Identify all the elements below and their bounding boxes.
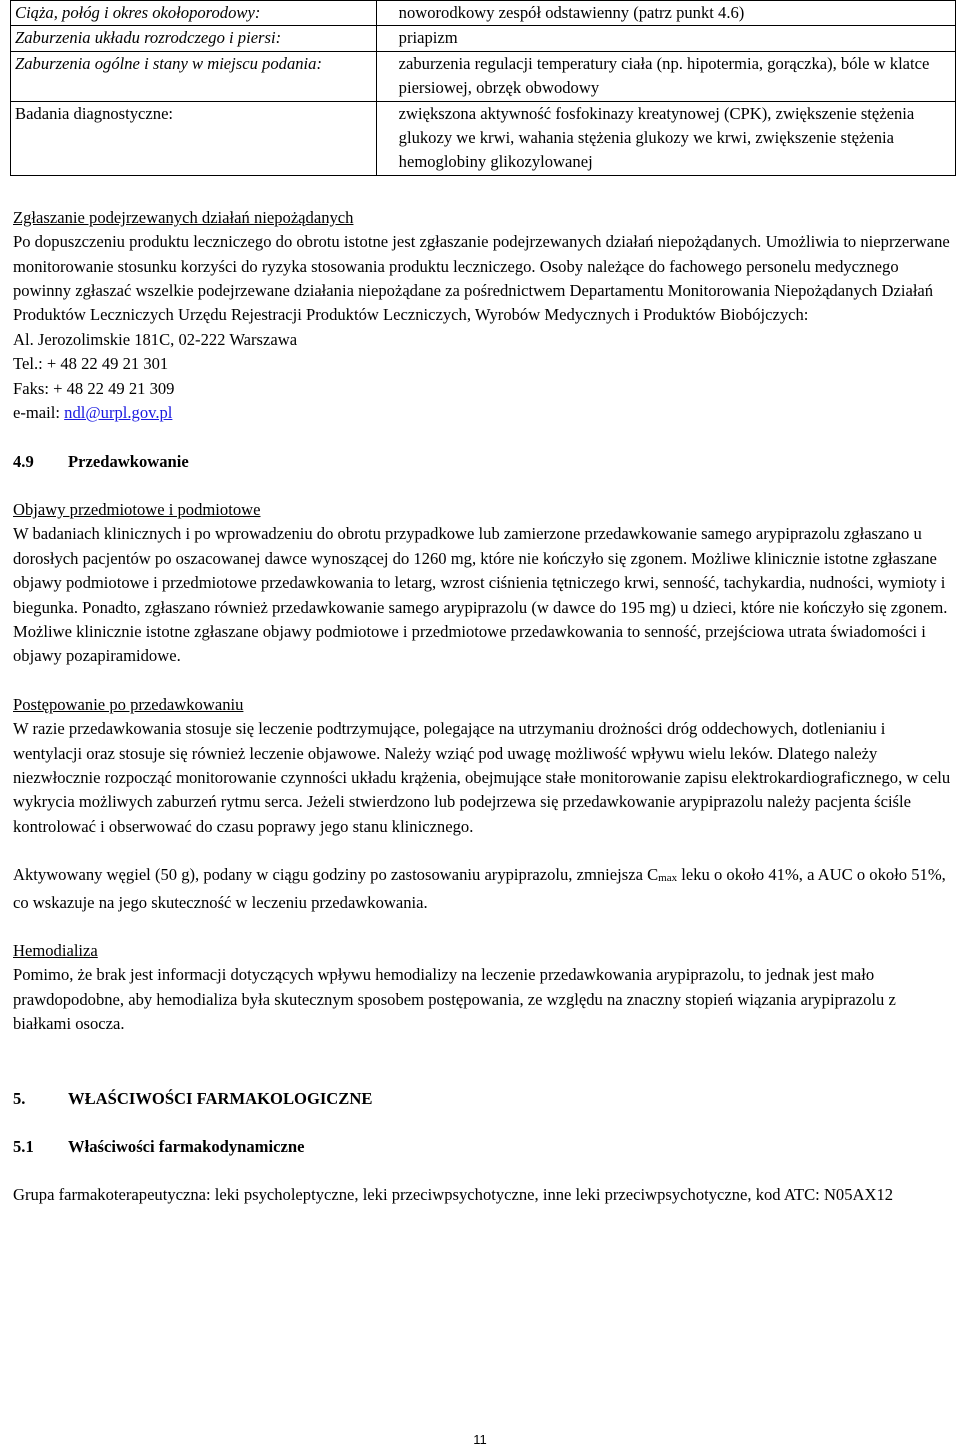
pharmacotherapeutic-group-text: Grupa farmakoterapeutyczna: leki psycholeptyczne, leki przeciwpsychotyczne, inne leki przeciwpsychotyczne, kod ATC: N05AX12	[13, 1185, 894, 1205]
table-value: zwiększona aktywność fosfokinazy kreatynowej (CPK), zwiększenie stężenia glukozy we krwi, wahania stężenia glukozy we krwi, zwiększenie stężenia hemoglobiny glikozylowanej	[376, 101, 955, 175]
table-value: noworodkowy zespół odstawienny (patrz punkt 4.6)	[376, 1, 955, 26]
reporting-email-line	[13, 401, 957, 425]
reporting-text: Po dopuszczeniu produktu leczniczego do obrotu istotne jest zgłaszanie podejrzewanych działań niepożądanych. Umożliwia to nieprzerwane monitorowanie stosunku korzyści do ryzyka stosowania produktu leczniczego. Osoby należące do fachowego personelu medycznego powinny zgłaszać wszelkie podejrzewane działania niepożądane za pośrednictwem Departamentu Monitorowania Niepożądanych Działań Produktów Leczniczych Urzędu Rejestracji Produktów Leczniczych, Wyrobów Medycznych i Produktów Biobójczych:	[13, 232, 950, 325]
section-5-1-heading	[13, 1135, 957, 1159]
charcoal-text	[13, 863, 957, 915]
reporting-fax: Faks: + 48 22 49 21 309	[13, 378, 175, 398]
hemodialysis-text: Pomimo, że brak jest informacji dotyczących wpływu hemodializy na leczenie przedawkowania arypiprazolu, to jednak jest mało prawdopodobne, aby hemodializa była skutecznym sposobem postępowania, ze względu na znaczny stopień wiązania arypiprazolu z białkami osocza.	[13, 965, 896, 1034]
management-heading: Postępowanie po przedawkowaniu	[13, 694, 244, 714]
page-number: 11	[473, 1432, 487, 1447]
table-value: zaburzenia regulacji temperatury ciała (np. hipotermia, gorączka), bóle w klatce piersiowej, obrzęk obwodowy	[376, 51, 955, 101]
charcoal-subscript: max	[658, 872, 678, 885]
email-link[interactable]: ndl@urpl.gov.pl	[64, 403, 173, 423]
section-title: Przedawkowanie	[68, 451, 189, 471]
reporting-phone: Tel.: + 48 22 49 21 301	[13, 354, 169, 374]
section-5-heading	[13, 1087, 957, 1111]
table-label: Zaburzenia układu rozrodczego i piersi:	[11, 26, 377, 51]
symptoms-text: W badaniach klinicznych i po wprowadzeniu do obrotu przypadkowe lub zamierzone przedawkowanie samego arypiprazolu zgłaszano u dorosłych pacjentów po oszacowanej dawce wynoszącej do 1260 mg, które nie kończyło się zgonem. Możliwe klinicznie istotne zgłaszane objawy podmiotowe i przedmiotowe przedawkowania to letarg, wzrost ciśnienia tętniczego krwi, senność, tachykardia, nudności, wymioty i biegunka. Ponadto, zgłaszano również przedawkowanie samego arypiprazolu (w dawce do 195 mg) u dzieci, które nie kończyło się zgonem. Możliwe klinicznie istotne zgłaszane objawy podmiotowe i przedmiotowe przedawkowania to senność, przejściowa utrata świadomości i objawy pozapiramidowe.	[13, 524, 948, 666]
charcoal-pre: Aktywowany węgiel (50 g), podany w ciągu godziny po zastosowaniu arypiprazolu, zmniejsza C	[13, 865, 659, 885]
charcoal-post: leku o około 41%, a AUC o około 51%, co wskazuje na jego skuteczność w leczeniu przedawkowania.	[13, 865, 946, 912]
section-number: 4.9	[13, 451, 34, 471]
email-prefix: e-mail:	[13, 403, 65, 423]
table-label: Badania diagnostyczne:	[11, 101, 377, 175]
table-row	[11, 26, 956, 51]
section-title: WŁAŚCIWOŚCI FARMAKOLOGICZNE	[68, 1088, 373, 1108]
table-value: priapizm	[376, 26, 955, 51]
adverse-events-table	[10, 0, 956, 176]
table-row	[11, 101, 956, 175]
reporting-heading: Zgłaszanie podejrzewanych działań niepożądanych	[13, 207, 354, 227]
section-4-9-heading	[13, 450, 957, 474]
section-number: 5.	[13, 1088, 26, 1108]
table-row	[11, 51, 956, 101]
table-label: Zaburzenia ogólne i stany w miejscu podania:	[11, 51, 377, 101]
hemodialysis-heading: Hemodializa	[13, 941, 98, 960]
section-title: Właściwości farmakodynamiczne	[68, 1137, 305, 1157]
document-page	[13, 0, 957, 1208]
management-text: W razie przedawkowania stosuje się leczenie podtrzymujące, polegające na utrzymaniu drożności dróg oddechowych, dotlenianiu i wentylacji oraz stosuje się również leczenie objawowe. Należy wziąć pod uwagę możliwość wpływu wielu leków. Dlatego należy niezwłocznie rozpocząć monitorowanie czynności układu krążenia, obejmujące stałe monitorowanie zapisu elektrokardiograficznego, w celu wykrycia możliwych zaburzeń rytmu serca. Jeżeli stwierdzono lub podejrzewa się przedawkowanie arypiprazolu należy pacjenta ściśle kontrolować i obserwować do czasu poprawy jego stanu klinicznego.	[13, 719, 951, 836]
table-label: Ciąża, połóg i okres okołoporodowy:	[11, 1, 377, 26]
symptoms-heading: Objawy przedmiotowe i podmiotowe	[13, 499, 261, 519]
table-row	[11, 1, 956, 26]
section-number: 5.1	[13, 1137, 34, 1157]
reporting-address: Al. Jerozolimskie 181C, 02-222 Warszawa	[13, 329, 298, 349]
